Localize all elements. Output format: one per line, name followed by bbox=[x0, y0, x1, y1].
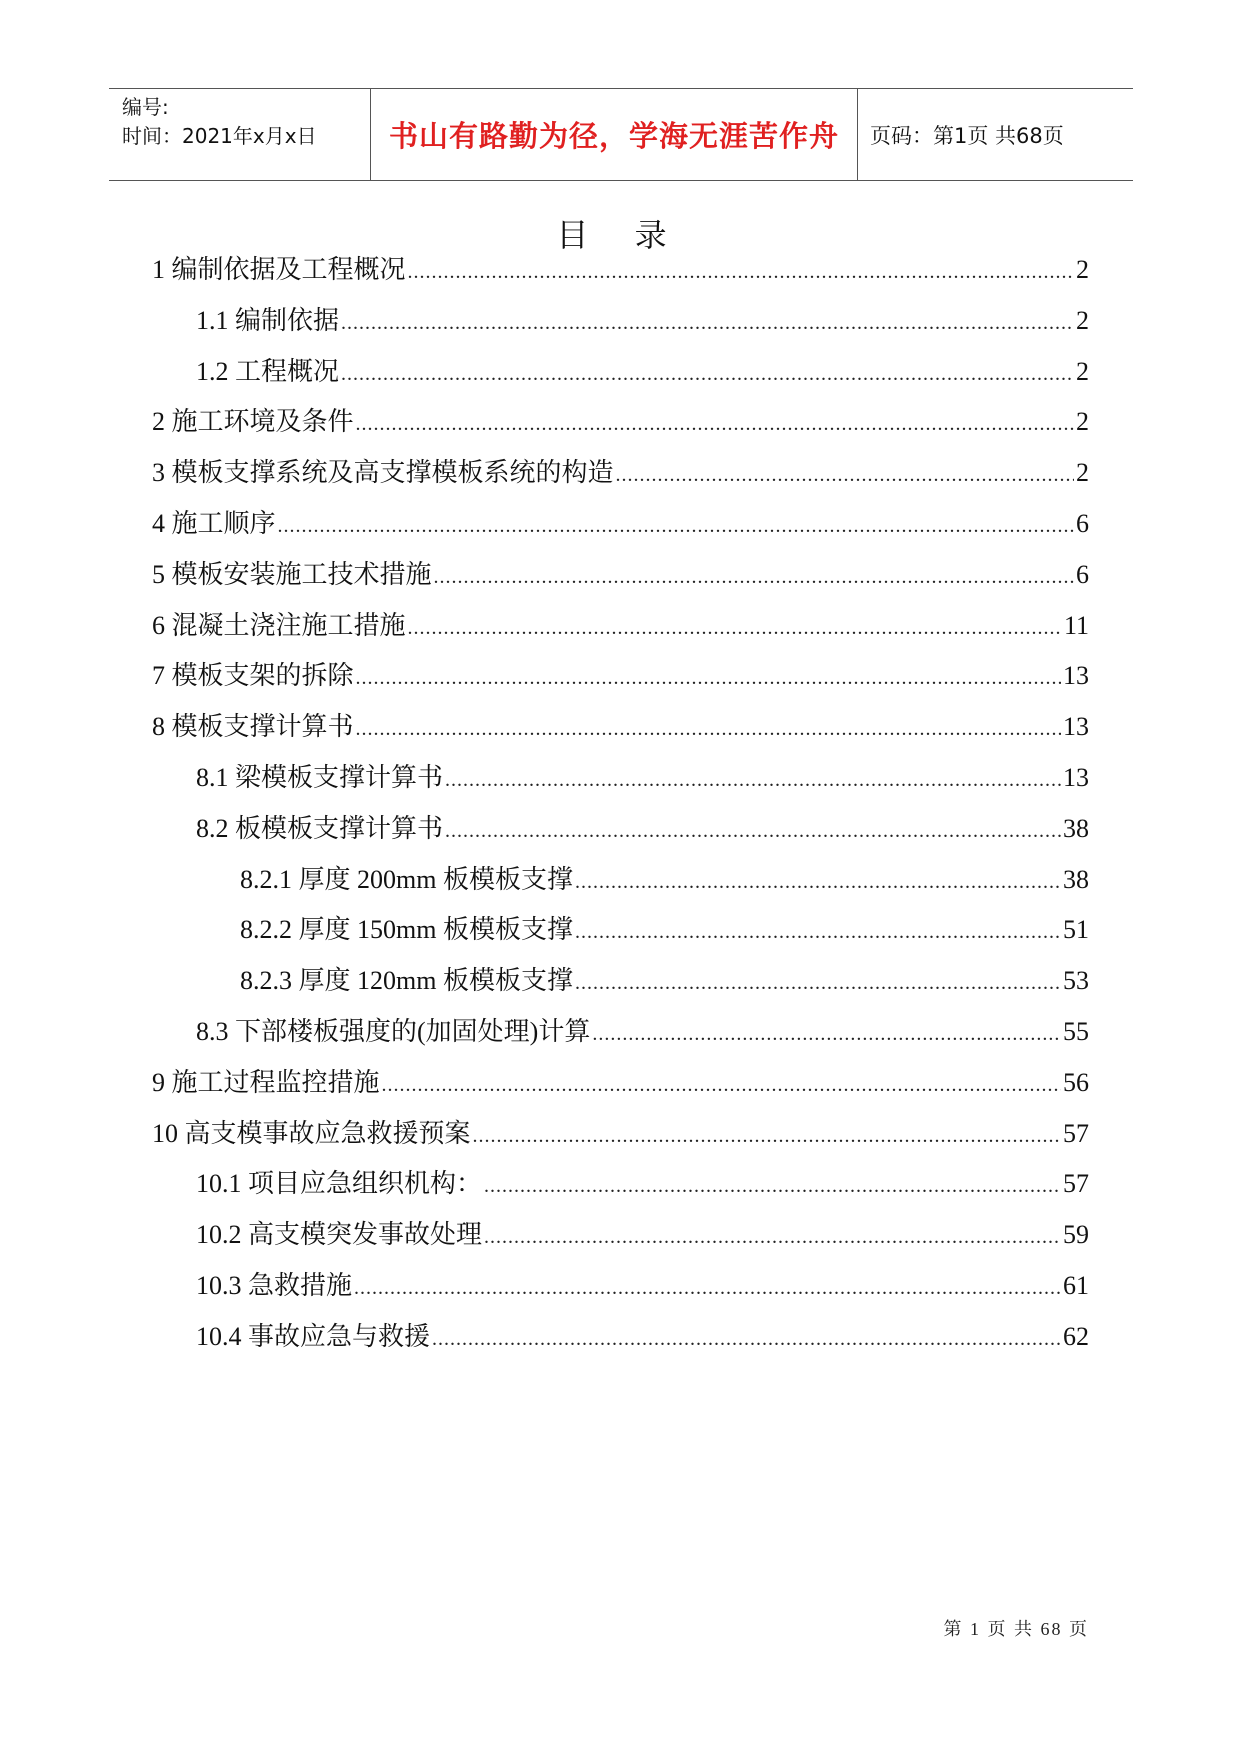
toc-entry[interactable] bbox=[240, 910, 1089, 950]
toc-entry-label: 1.1 编制依据 bbox=[196, 305, 340, 335]
toc-entry-page-number: 38 bbox=[1063, 813, 1089, 843]
toc-leader-dots bbox=[341, 354, 1074, 394]
toc-leader-dots bbox=[356, 404, 1074, 444]
toc-entry[interactable] bbox=[152, 656, 1089, 696]
toc-entry-label: 1 编制依据及工程概况 bbox=[152, 255, 406, 284]
header-page-cell bbox=[858, 89, 1133, 180]
toc-entry-page-number: 55 bbox=[1063, 1017, 1089, 1046]
toc-entry-label: 8.3 下部楼板强度的(加固处理)计算 bbox=[196, 1017, 591, 1046]
toc-entry-label: 10.2 高支模突发事故处理 bbox=[196, 1220, 483, 1250]
header-motto: 书山有路勤为径，学海无涯苦作舟 bbox=[388, 119, 839, 153]
toc-title: 目 录 bbox=[556, 216, 685, 254]
toc-entry-page-number: 59 bbox=[1063, 1220, 1089, 1250]
toc-entry-page-number: 61 bbox=[1063, 1271, 1089, 1300]
toc-entry[interactable] bbox=[240, 860, 1089, 900]
toc-leader-dots bbox=[408, 252, 1074, 292]
toc-entry[interactable] bbox=[152, 504, 1089, 544]
toc-entry-page-number: 2 bbox=[1076, 356, 1089, 386]
toc-entry[interactable] bbox=[152, 453, 1089, 493]
toc-entry-label: 1.2 工程概况 bbox=[196, 356, 340, 386]
toc-entry-label: 9 施工过程监控措施 bbox=[152, 1067, 380, 1097]
toc-leader-dots bbox=[356, 658, 1061, 698]
toc-entry[interactable] bbox=[196, 1215, 1089, 1255]
toc-entry-page-number: 2 bbox=[1076, 407, 1089, 437]
toc-entry-label: 4 施工顺序 bbox=[152, 509, 276, 538]
toc-entry[interactable] bbox=[196, 1317, 1089, 1357]
toc-entry-page-number: 2 bbox=[1076, 305, 1089, 335]
toc-entry[interactable] bbox=[196, 1266, 1089, 1306]
toc-entry-page-number: 2 bbox=[1076, 458, 1089, 488]
toc-entry[interactable] bbox=[152, 402, 1089, 442]
toc-entry[interactable] bbox=[152, 1114, 1089, 1154]
toc-entry-label: 8.2 板模板支撑计算书 bbox=[196, 813, 444, 843]
toc-entry-page-number: 13 bbox=[1063, 763, 1089, 792]
header-meta-cell bbox=[109, 89, 371, 180]
document-date-label: 时间：2021年x月x日 bbox=[122, 124, 317, 148]
toc-entry-label: 5 模板安装施工技术措施 bbox=[152, 559, 432, 589]
toc-entry-label: 8.2.3 厚度 120mm 板模板支撑 bbox=[240, 966, 573, 996]
toc-entry[interactable] bbox=[240, 961, 1089, 1001]
header-page-info: 页码：第1页 共68页 bbox=[870, 123, 1064, 148]
toc-entry-page-number: 57 bbox=[1063, 1118, 1089, 1148]
toc-entry-label: 8 模板支撑计算书 bbox=[152, 712, 354, 742]
toc-entry-page-number: 13 bbox=[1063, 712, 1089, 742]
toc-entry-page-number: 11 bbox=[1063, 610, 1089, 640]
toc-entry-label: 8.2.2 厚度 150mm 板模板支撑 bbox=[240, 915, 573, 945]
header-motto-cell bbox=[371, 89, 858, 180]
toc-entry-page-number: 38 bbox=[1063, 864, 1089, 894]
toc-leader-dots bbox=[408, 608, 1062, 648]
toc-entry[interactable] bbox=[196, 758, 1089, 798]
toc-entry-page-number: 53 bbox=[1063, 966, 1089, 996]
toc-leader-dots bbox=[616, 455, 1074, 495]
toc-entry-label: 10.1 项目应急组织机构： bbox=[196, 1169, 483, 1199]
toc-entry-page-number: 62 bbox=[1063, 1321, 1089, 1351]
toc-entry-page-number: 56 bbox=[1063, 1067, 1089, 1097]
toc-entry[interactable] bbox=[152, 707, 1089, 747]
toc-entry-label: 8.1 梁模板支撑计算书 bbox=[196, 763, 444, 792]
toc-leader-dots bbox=[445, 811, 1061, 851]
toc-entry[interactable] bbox=[152, 555, 1089, 595]
toc-entry-label: 7 模板支架的拆除 bbox=[152, 661, 354, 691]
toc-entry-label: 3 模板支撑系统及高支撑模板系统的构造 bbox=[152, 458, 614, 488]
toc-leader-dots bbox=[592, 1014, 1061, 1054]
toc-leader-dots bbox=[575, 963, 1061, 1003]
toc-entry-label: 6 混凝土浇注施工措施 bbox=[152, 610, 406, 640]
toc-entry[interactable] bbox=[152, 1063, 1089, 1103]
toc-entry[interactable] bbox=[196, 809, 1089, 849]
toc-entry[interactable] bbox=[152, 250, 1089, 290]
document-number-label: 编号: bbox=[122, 95, 169, 119]
toc-entry[interactable] bbox=[196, 352, 1089, 392]
toc-leader-dots bbox=[354, 1268, 1061, 1308]
toc-entry-page-number: 2 bbox=[1076, 255, 1089, 284]
toc-entry-label: 2 施工环境及条件 bbox=[152, 407, 354, 437]
toc-entry-page-number: 57 bbox=[1063, 1169, 1089, 1199]
toc-leader-dots bbox=[575, 862, 1061, 902]
toc-leader-dots bbox=[484, 1217, 1061, 1257]
toc-entry[interactable] bbox=[152, 606, 1089, 646]
toc-leader-dots bbox=[278, 506, 1074, 546]
toc-leader-dots bbox=[484, 1166, 1061, 1206]
toc-leader-dots bbox=[432, 1319, 1061, 1359]
toc-entry-page-number: 6 bbox=[1076, 509, 1089, 538]
toc-entry[interactable] bbox=[196, 1164, 1089, 1204]
toc-entry-label: 8.2.1 厚度 200mm 板模板支撑 bbox=[240, 864, 573, 894]
toc-entry[interactable] bbox=[196, 1012, 1089, 1052]
toc-entry-page-number: 6 bbox=[1076, 559, 1089, 589]
toc-entry-page-number: 51 bbox=[1063, 915, 1089, 945]
toc-leader-dots bbox=[382, 1065, 1061, 1105]
toc-entry-label: 10 高支模事故应急救援预案 bbox=[152, 1118, 471, 1148]
page-footer: 第 1 页 共 68 页 bbox=[943, 1619, 1089, 1639]
toc-entry-label: 10.4 事故应急与救援 bbox=[196, 1321, 431, 1351]
toc-leader-dots bbox=[434, 557, 1074, 597]
toc-entry-page-number: 13 bbox=[1063, 661, 1089, 691]
header-table bbox=[109, 88, 1133, 181]
toc-leader-dots bbox=[575, 912, 1061, 952]
toc-leader-dots bbox=[341, 303, 1074, 343]
toc-leader-dots bbox=[445, 760, 1061, 800]
toc-entry[interactable] bbox=[196, 301, 1089, 341]
toc-entry-label: 10.3 急救措施 bbox=[196, 1271, 353, 1300]
toc-leader-dots bbox=[473, 1116, 1061, 1156]
toc-leader-dots bbox=[356, 709, 1061, 749]
